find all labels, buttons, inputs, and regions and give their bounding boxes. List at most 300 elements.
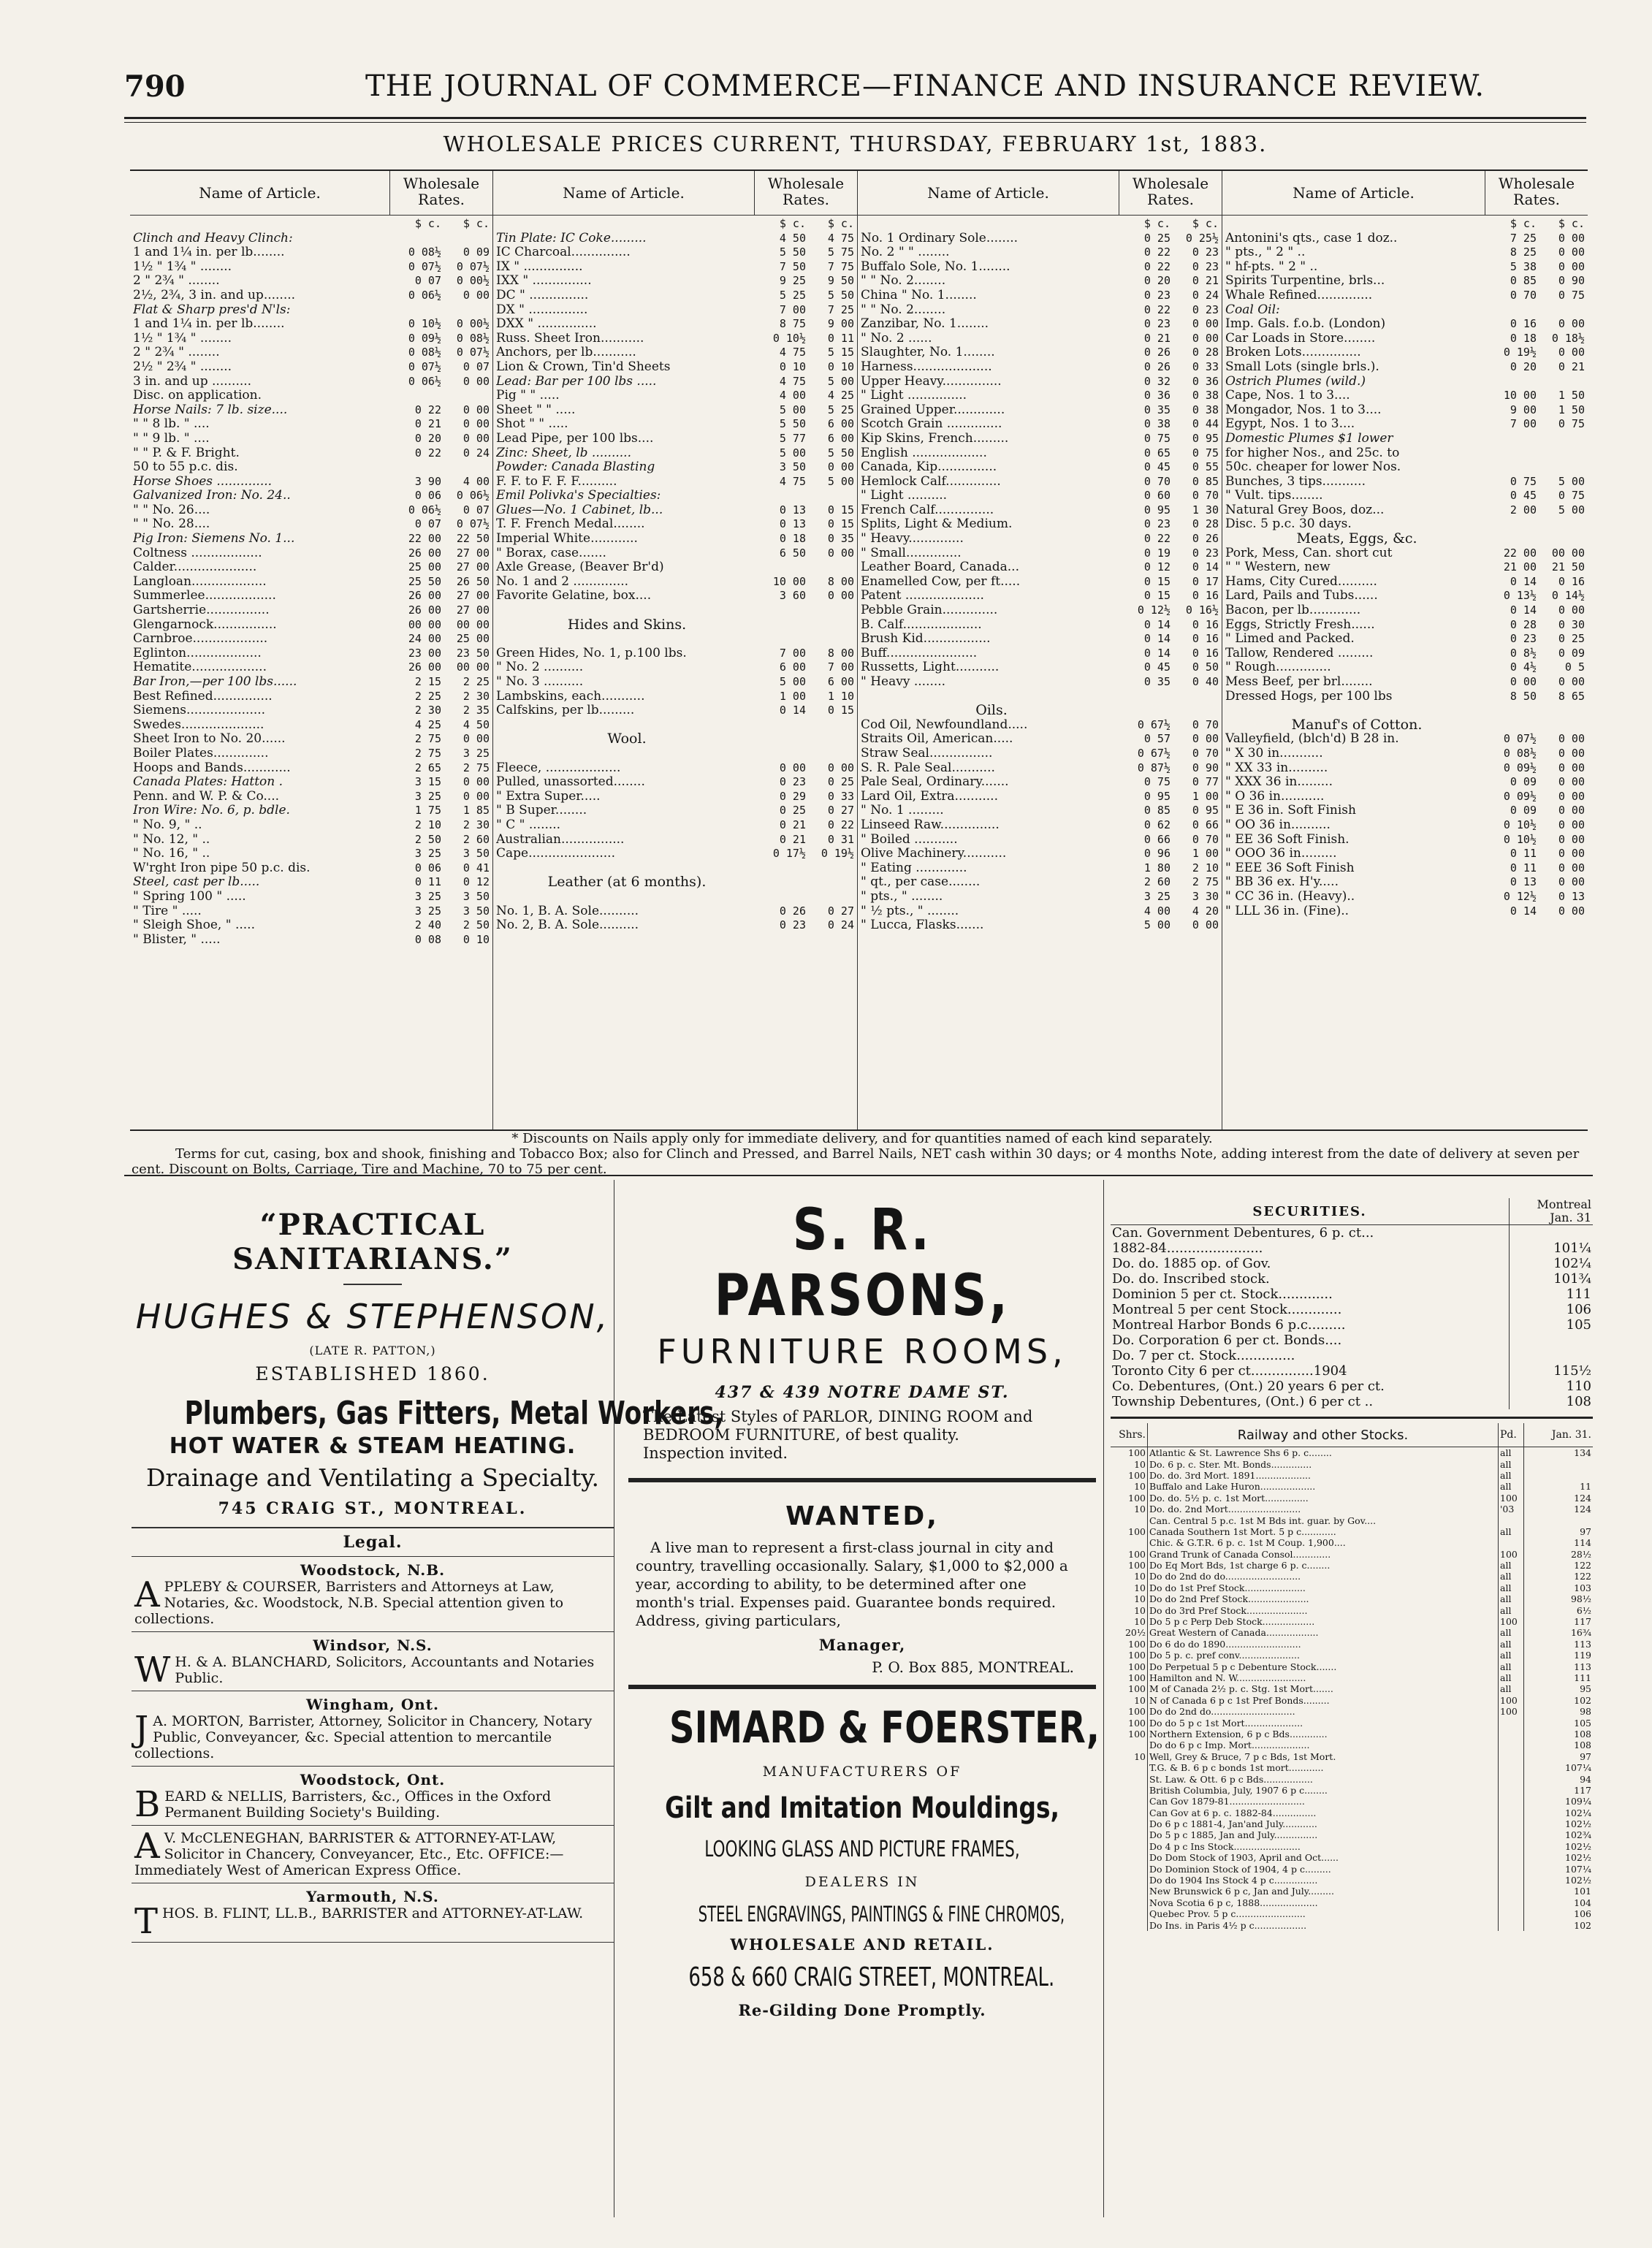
stock-paid — [1499, 1863, 1524, 1874]
price-row — [1225, 274, 1585, 289]
article-name: Disc. 5 p.c. 30 days. — [1225, 517, 1352, 532]
stock-paid — [1499, 1818, 1524, 1829]
rate-high: 0 27 — [827, 904, 854, 918]
price-row — [1225, 317, 1585, 332]
article-name: Pale Seal, Ordinary....... — [861, 775, 1009, 790]
rate-low — [758, 489, 806, 503]
rate-low: 1 00 — [779, 689, 806, 703]
stock-paid: all — [1499, 1582, 1524, 1593]
rate-low: 23 00 — [408, 646, 441, 660]
rate-high: 0 06½ — [456, 489, 490, 503]
rate-low — [758, 875, 806, 890]
article-name: Boiler Plates.............. — [133, 746, 269, 761]
rate-high — [1537, 718, 1585, 733]
stock-row — [1111, 1504, 1593, 1514]
rate-low: 0 22 — [414, 403, 441, 416]
legal-body — [132, 1784, 614, 1825]
rate-high: 0 00 — [1558, 346, 1585, 359]
divider — [132, 1942, 614, 1943]
stock-name: T.G. & B. 6 p c bonds 1st mort............ — [1149, 1762, 1324, 1774]
article-name: Carnbroe................... — [133, 632, 268, 647]
rate-high: 0 75 — [1192, 446, 1219, 460]
price-row — [133, 517, 490, 532]
price-row — [861, 575, 1219, 590]
price-row — [1225, 632, 1585, 647]
article-name: " BB 36 ex. H'y..... — [1225, 875, 1339, 890]
article-name: IXX " ............... — [496, 274, 592, 289]
stock-shares: 10 — [1111, 1571, 1148, 1582]
rate-low: 0 13 — [779, 503, 806, 517]
footnote-terms: Terms for cut, casing, box and shook, finishing and Tobacco Box; also for Clinch and Pressed, and Barrel Nails, NET cash within 30 days; or 4 months Note, adding interest from the date of delivery at seven per cent. Discount on Bolts, Carriage, Tire and Machine, 70 to 75 per cent. — [132, 1146, 1580, 1177]
rate-high: 9 00 — [827, 317, 854, 331]
stock-quote: 134 — [1524, 1447, 1594, 1459]
article-name: Eglinton................... — [133, 646, 262, 660]
legal-entry — [132, 1771, 614, 1826]
price-row — [1225, 403, 1585, 418]
rate-high: 0 07½ — [456, 517, 490, 531]
rate-high: 8 00 — [827, 646, 854, 660]
security-row — [1111, 1333, 1593, 1348]
rate-low: 5 50 — [779, 245, 806, 259]
stock-paid — [1499, 1762, 1524, 1773]
price-row — [496, 375, 854, 389]
rate-high: 0 09 — [1558, 646, 1585, 660]
rate-high: 0 00 — [463, 431, 490, 445]
security-row — [1111, 1317, 1593, 1333]
price-row — [496, 260, 854, 275]
article-name: Steel, cast per lb..... — [133, 875, 260, 890]
article-name: No. 1, B. A. Sole.......... — [496, 904, 639, 918]
price-row — [861, 317, 1219, 332]
stock-shares — [1111, 1919, 1148, 1930]
article-name: " Spring 100 " ..... — [133, 889, 246, 904]
dealers-in: DEALERS IN — [804, 1874, 920, 1890]
rate-low — [393, 303, 441, 318]
rate-high: $ c. — [827, 217, 854, 230]
price-row — [861, 303, 1219, 318]
legal-body — [132, 1650, 614, 1691]
rate-high: 0 36 — [1192, 374, 1219, 388]
article-name: F. F. to F. F. F.......... — [496, 474, 617, 489]
drop-initial: J — [134, 1709, 149, 1750]
stock-name: Do do 2nd Pref Stock..................... — [1149, 1593, 1309, 1605]
rate-low: 0 75 — [1143, 775, 1171, 789]
rate-high: 1 30 — [1192, 503, 1219, 517]
security-row — [1111, 1363, 1593, 1379]
rate-low: 4 75 — [779, 374, 806, 388]
stock-name: Great Western of Canada.................. — [1149, 1627, 1319, 1639]
drop-initial: B — [134, 1784, 161, 1825]
rate-high: 0 24 — [1192, 288, 1219, 302]
price-row — [496, 575, 854, 590]
rate-high: 0 00 — [463, 403, 490, 416]
stock-row — [1111, 1672, 1593, 1683]
rate-low: 4 75 — [779, 474, 806, 488]
article-name: Zinc: Sheet, lb .......... — [496, 446, 631, 460]
stock-shares — [1111, 1886, 1148, 1897]
rate-high: 0 07 — [463, 359, 490, 373]
rate-low: 0 4½ — [1510, 660, 1537, 674]
price-row — [496, 718, 854, 733]
rate-high: 22 50 — [456, 532, 490, 546]
divider — [628, 1478, 1096, 1482]
rate-low — [1488, 460, 1537, 475]
rate-low: 10 00 — [1503, 389, 1537, 403]
stock-quote: 95 — [1524, 1683, 1594, 1694]
stock-name: Northern Extension, 6 p c Bds............. — [1149, 1728, 1328, 1740]
article-name: Horse Shoes .............. — [133, 474, 273, 489]
stock-row — [1111, 1593, 1593, 1604]
rate-high: 27 00 — [456, 603, 490, 617]
rate-high: 0 95 — [1192, 804, 1219, 818]
stock-name: Do 5 p c 1885, Jan and July............... — [1149, 1829, 1318, 1841]
security-row — [1111, 1379, 1593, 1394]
price-row — [133, 389, 490, 403]
rate-high: 7 00 — [827, 660, 854, 674]
stock-shares: 100 — [1111, 1493, 1148, 1504]
rate-high: 0 15 — [827, 704, 854, 717]
rate-high: 0 00 — [463, 374, 490, 388]
price-row — [861, 833, 1219, 847]
rate-low: 0 25 — [1143, 231, 1171, 245]
article-name: Whale Refined.............. — [1225, 288, 1373, 302]
article-name: No. 2, B. A. Sole.......... — [496, 918, 639, 933]
article-name: " Light .......... — [861, 489, 948, 503]
article-name: Antonini's qts., case 1 doz.. — [1225, 231, 1398, 245]
price-row — [133, 346, 490, 360]
rate-high: 6 00 — [827, 417, 854, 431]
stock-row — [1111, 1762, 1593, 1773]
rate-low: 4 50 — [779, 231, 806, 245]
price-row — [496, 446, 854, 461]
price-row — [1225, 890, 1585, 904]
stock-shares: 100 — [1111, 1729, 1148, 1740]
stock-shares: 10 — [1111, 1604, 1148, 1615]
rate-low: 0 23 — [779, 918, 806, 932]
article-name: " C " ........ — [496, 818, 561, 832]
price-row — [496, 245, 854, 260]
rate-header: Wholesale Rates. — [1498, 175, 1575, 208]
rate-low: 0 22 — [1143, 259, 1171, 273]
rate-high: 0 00½ — [456, 274, 490, 288]
rate-low: 0 19 — [1143, 546, 1171, 560]
stock-quote: 117 — [1524, 1785, 1594, 1796]
stock-shares: 100 — [1111, 1549, 1148, 1560]
price-row — [496, 360, 854, 375]
rate-low: 0 00 — [1510, 675, 1537, 688]
rate-high — [806, 747, 854, 761]
stock-paid — [1499, 1897, 1524, 1908]
rate-high: 0 70 — [1192, 489, 1219, 503]
price-row — [133, 918, 490, 933]
article-name: " Light ............... — [861, 389, 967, 403]
legal-body — [132, 1574, 614, 1627]
stock-paid — [1499, 1537, 1524, 1548]
stock-paid — [1499, 1729, 1524, 1740]
parsons-text: The Latest Styles of PARLOR, DINING ROOM and BEDROOM FURNITURE, of best quality. — [643, 1408, 1033, 1444]
rate-low: 0 25 — [779, 804, 806, 818]
price-row — [496, 274, 854, 289]
rate-low: 0 18 — [1510, 331, 1537, 345]
rate-high: 4 50 — [463, 717, 490, 731]
rate-low: $ c. — [414, 217, 441, 230]
prices-column — [130, 171, 493, 1129]
stock-shares: 100 — [1111, 1560, 1148, 1571]
price-row — [861, 647, 1219, 661]
rate-low: 0 21 — [414, 417, 441, 431]
rate-low: 0 07½ — [1503, 732, 1537, 746]
price-row — [133, 375, 490, 389]
rate-high — [1537, 446, 1585, 461]
rate-high: 3 50 — [463, 889, 490, 903]
price-row — [1225, 775, 1585, 790]
pd-header: Pd. — [1499, 1423, 1524, 1447]
rate-high — [441, 232, 490, 246]
rate-high: 0 70 — [1192, 832, 1219, 846]
rate-high: 0 00½ — [456, 317, 490, 331]
article-name: Tin Plate: IC Coke......... — [496, 231, 647, 245]
rate-high: 5 00 — [1558, 474, 1585, 488]
stock-paid: 100 — [1499, 1493, 1524, 1504]
price-row — [496, 861, 854, 876]
article-name: No. 2 " " ........ — [861, 245, 950, 260]
rate-low: 0 10 — [779, 359, 806, 373]
security-row — [1111, 1348, 1593, 1363]
article-name: Kip Skins, French......... — [861, 431, 1009, 446]
stock-quote: 98½ — [1524, 1593, 1594, 1604]
rate-low: 0 14 — [1510, 603, 1537, 617]
article-name: No. 1 and 2 .............. — [496, 574, 629, 589]
rate-high — [441, 460, 490, 475]
rate-low: 4 75 — [779, 346, 806, 359]
article-name: " Eating ............. — [861, 861, 967, 875]
article-name — [133, 217, 393, 232]
stock-row — [1111, 1683, 1593, 1694]
firm-name: HUGHES & STEPHENSON, — [135, 1297, 610, 1336]
stock-quote: 102 — [1524, 1695, 1594, 1706]
rate-low: 2 00 — [1510, 503, 1537, 517]
rate-low — [1122, 690, 1171, 704]
rate-low: 8 25 — [1510, 245, 1537, 259]
rate-high — [441, 303, 490, 318]
rate-high: 0 00 — [1558, 245, 1585, 259]
stock-quote: 94 — [1524, 1773, 1594, 1784]
article-name: " pts., " ........ — [861, 889, 943, 904]
rate-low: 0 08 — [414, 932, 441, 946]
article-name: " No. 9, " .. — [133, 818, 202, 832]
price-row — [133, 933, 490, 948]
prices-column — [858, 171, 1222, 1129]
article-name: Straits Oil, American..... — [861, 732, 1013, 747]
article-name: Hematite................... — [133, 660, 267, 675]
price-row — [496, 847, 854, 861]
article-name: Enamelled Cow, per ft..... — [861, 574, 1021, 589]
price-row — [133, 317, 490, 332]
article-name: 50 to 55 p.c. dis. — [133, 460, 238, 475]
price-row — [133, 690, 490, 704]
rate-low: 3 25 — [1143, 889, 1171, 903]
article-name — [496, 217, 758, 232]
legal-text: H. & A. BLANCHARD, Solicitors, Accountants and Notaries Public. — [175, 1654, 595, 1686]
price-row — [861, 245, 1219, 260]
stock-row — [1111, 1875, 1593, 1886]
stock-shares — [1111, 1818, 1148, 1829]
article-name: Siemens.................... — [133, 704, 266, 718]
sanitarians-heading: “PRACTICAL SANITARIANS.” — [232, 1208, 513, 1276]
article-name: Swedes..................... — [133, 717, 264, 732]
rate-high: 0 00 — [1558, 904, 1585, 918]
article-name: Glengarnock................ — [133, 617, 277, 632]
legal-place: Yarmouth, N.S. — [306, 1888, 439, 1905]
security-row — [1111, 1225, 1593, 1241]
article-name: Mess Beef, per brl........ — [1225, 675, 1373, 689]
rate-high: 0 00 — [1192, 918, 1219, 932]
rate-high: 0 44 — [1192, 417, 1219, 431]
price-row — [861, 589, 1219, 603]
simard-address: 658 & 660 CRAIG STREET, MONTREAL. — [688, 1962, 1055, 1992]
stock-quote: 107¼ — [1524, 1762, 1594, 1773]
stock-row — [1111, 1560, 1593, 1571]
rate-low: 0 13 — [1510, 875, 1537, 889]
stock-row — [1111, 1729, 1593, 1740]
rate-low: 0 15 — [1143, 574, 1171, 588]
rate-high: 0 50 — [1192, 660, 1219, 674]
stock-paid — [1499, 1886, 1524, 1897]
rate-low: 0 09½ — [408, 331, 441, 345]
rate-low — [1488, 532, 1537, 546]
article-name: " Vult. tips........ — [1225, 489, 1323, 503]
price-row — [1225, 603, 1585, 618]
article-name: " " No. 28.... — [133, 517, 210, 532]
rate-high: 0 10 — [827, 359, 854, 373]
price-row — [861, 747, 1219, 761]
stock-name: Hamilton and N. W........................ — [1149, 1672, 1306, 1683]
rate-high: 0 00 — [463, 732, 490, 746]
regilding: Re-Gilding Done Promptly. — [738, 2001, 986, 2019]
article-name: " pts., " 2 " .. — [1225, 245, 1306, 260]
price-row — [496, 389, 854, 403]
rate-low: 0 06 — [414, 489, 441, 503]
rate-high: 0 35 — [827, 532, 854, 546]
article-name: Disc. on application. — [133, 389, 262, 403]
price-row — [133, 660, 490, 675]
rate-high: 1 00 — [1192, 789, 1219, 803]
rate-high — [1537, 303, 1585, 318]
stock-quote: 97 — [1524, 1526, 1594, 1537]
article-name: Scotch Grain .............. — [861, 417, 1002, 432]
article-name: " X 30 in........... — [1225, 746, 1323, 761]
article-name: Green Hides, No. 1, p.100 lbs. — [496, 646, 687, 660]
rate-high: 0 00 — [1558, 231, 1585, 245]
rate-high: 0 00 — [1558, 259, 1585, 273]
article-name: " No. 1 ......... — [861, 804, 944, 818]
article-name: Hoops and Bands............ — [133, 761, 291, 775]
legal-text: EARD & NELLIS, Barristers, &c., Offices in the Oxford Permanent Building Society's Building. — [164, 1788, 552, 1821]
rate-low: 0 10½ — [1503, 818, 1537, 831]
price-row — [1225, 560, 1585, 575]
stock-paid — [1499, 1852, 1524, 1863]
price-row — [133, 232, 490, 246]
price-row — [861, 618, 1219, 633]
rate-low: 0 70 — [1510, 288, 1537, 302]
article-name: Manuf's of Cotton. — [1291, 717, 1423, 733]
rate-high: 4 00 — [463, 474, 490, 488]
rate-low: 0 85 — [1143, 804, 1171, 818]
rate-high — [1171, 704, 1219, 718]
security-quote: 105 — [1510, 1317, 1594, 1333]
price-row — [861, 847, 1219, 861]
security-quote — [1510, 1348, 1594, 1363]
rate-low: 0 19½ — [1503, 346, 1537, 359]
rate-low: 7 00 — [779, 302, 806, 316]
rate-low: 5 77 — [779, 431, 806, 445]
drop-initial: W — [134, 1650, 171, 1691]
rate-high: 0 15 — [827, 517, 854, 531]
rate-low: 0 38 — [1143, 417, 1171, 431]
price-row — [861, 660, 1219, 675]
rate-low — [1488, 303, 1537, 318]
rate-high: 0 38 — [1192, 389, 1219, 403]
stock-name: Nova Scotia 6 p c, 1888.................... — [1149, 1897, 1318, 1908]
price-row — [1225, 861, 1585, 876]
stock-row — [1111, 1740, 1593, 1750]
price-row — [496, 489, 854, 503]
rate-high: 2 10 — [1192, 861, 1219, 875]
article-name: 1 and 1¼ in. per lb........ — [133, 317, 285, 332]
article-name: Pig " " ..... — [496, 389, 560, 403]
stock-paid: '03 — [1499, 1504, 1524, 1514]
stock-paid: 100 — [1499, 1616, 1524, 1627]
rate-low: 00 00 — [408, 617, 441, 631]
rate-low: 3 25 — [414, 904, 441, 918]
price-row — [496, 317, 854, 332]
sanitarians-address: 745 CRAIG ST., MONTREAL. — [218, 1499, 528, 1518]
rate-high: 5 25 — [827, 403, 854, 416]
price-row — [133, 289, 490, 303]
rate-low: 7 50 — [779, 259, 806, 273]
stock-shares: 20½ — [1111, 1627, 1148, 1638]
rate-high: 1 50 — [1558, 403, 1585, 416]
price-row — [1225, 389, 1585, 403]
rate-high: 0 17 — [1192, 574, 1219, 588]
rate-low: 0 06½ — [408, 374, 441, 388]
stock-quote: 106 — [1524, 1908, 1594, 1919]
stock-row — [1111, 1695, 1593, 1706]
security-quote: 101¾ — [1510, 1271, 1594, 1287]
stock-name: Can. Central 5 p.c. 1st M Bds int. guar. by Gov.... — [1149, 1514, 1377, 1526]
price-rows — [493, 216, 857, 934]
stock-quote: 122 — [1524, 1560, 1594, 1571]
stock-shares — [1111, 1537, 1148, 1548]
article-name: " Boiled ........... — [861, 832, 958, 847]
rate-high: 9 50 — [827, 274, 854, 288]
article-name: IC Charcoal............... — [496, 245, 631, 260]
article-name: Bar Iron,—per 100 lbs...... — [133, 675, 297, 689]
column-header — [858, 171, 1222, 216]
price-row — [1225, 875, 1585, 890]
legal-heading: Legal. — [343, 1533, 403, 1552]
stock-shares — [1111, 1773, 1148, 1784]
article-name: Buff....................... — [861, 646, 978, 660]
stock-name: Do Ins. in Paris 4½ p c.................. — [1149, 1919, 1307, 1931]
rate-low: 25 50 — [408, 574, 441, 588]
rate-high: 0 27 — [827, 804, 854, 818]
rate-high: $ c. — [1192, 217, 1219, 230]
article-name: Coltness .................. — [133, 546, 262, 560]
rate-high: 5 15 — [827, 346, 854, 359]
rate-low: 0 70 — [1143, 474, 1171, 488]
price-row — [861, 532, 1219, 546]
